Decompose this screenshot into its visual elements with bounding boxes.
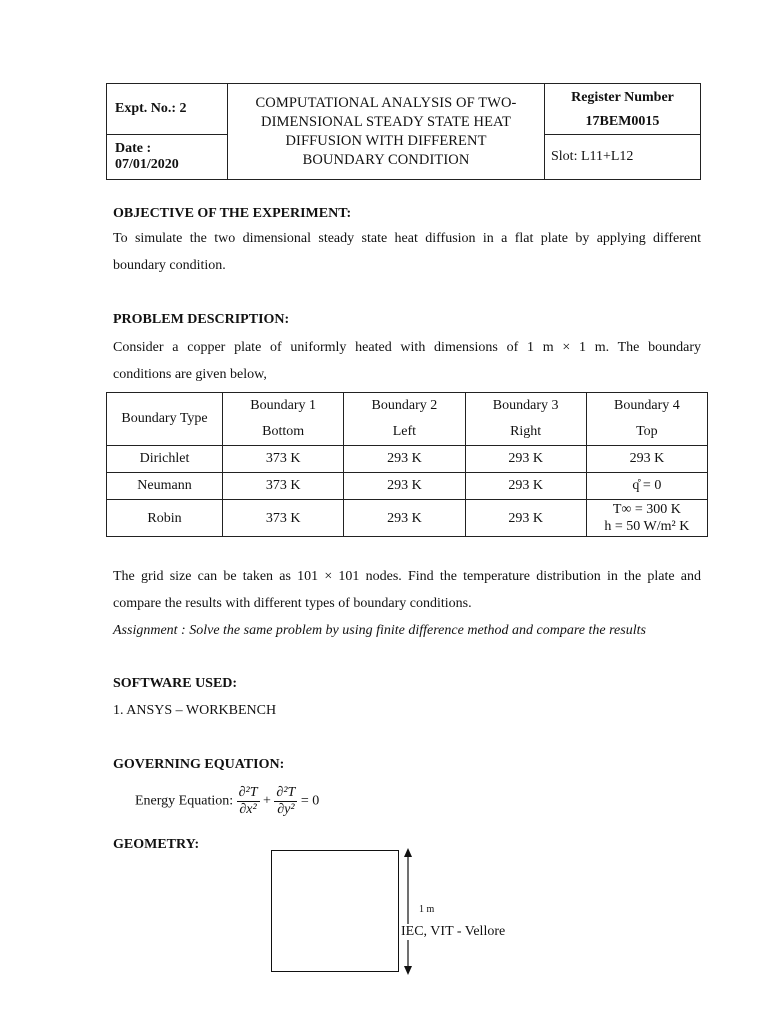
table-cell: 293 K [344, 500, 465, 537]
column-name: Boundary 4 [614, 398, 680, 413]
row-type: Robin [107, 500, 223, 537]
objective-text [113, 225, 701, 279]
column-name: Boundary 1 [250, 398, 316, 413]
grid-line-1: The grid size can be taken as 101 × 101 nodes. Find the temperature distribution in the plate and [113, 569, 701, 584]
header-table [106, 83, 701, 180]
plate-square [271, 850, 399, 972]
boundary-conditions-table [106, 392, 708, 537]
expt-number: Expt. No.: 2 [115, 101, 187, 116]
boundary-3-header [465, 393, 586, 446]
table-cell: 293 K [586, 446, 707, 473]
problem-text [113, 334, 701, 388]
fraction-numerator: ∂²T [238, 785, 258, 800]
objective-heading: OBJECTIVE OF THE EXPERIMENT: [113, 206, 352, 221]
table-cell: 373 K [223, 500, 344, 537]
row-type: Neumann [107, 473, 223, 500]
register-cell [545, 84, 701, 135]
title-line-1: COMPUTATIONAL ANALYSIS OF TWO- [255, 94, 517, 111]
equation-label: Energy Equation: [135, 793, 234, 809]
table-cell: q̊ = 0 [586, 473, 707, 500]
date-value: 07/01/2020 [115, 157, 179, 172]
software-item: 1. ANSYS – WORKBENCH [113, 703, 277, 718]
objective-line-1: To simulate the two dimensional steady state heat diffusion in a flat plate by applying different [113, 231, 701, 246]
slot-value: Slot: L11+L12 [551, 149, 634, 164]
register-label: Register Number [571, 90, 674, 105]
column-side: Right [510, 424, 542, 439]
table-cell: 293 K [344, 473, 465, 500]
dimension-label: 1 m [419, 904, 435, 915]
table-row [107, 473, 708, 500]
register-value: 17BEM0015 [585, 114, 660, 129]
equation-rhs: = 0 [300, 793, 320, 809]
page-footer: IEC, VIT - Vellore [401, 924, 506, 939]
heat-transfer-coefficient: h = 50 W/m² K [604, 519, 690, 534]
fraction-denominator: ∂x² [239, 802, 257, 817]
title-line-2: DIMENSIONAL STEADY STATE HEAT [261, 113, 511, 130]
row-type: Dirichlet [107, 446, 223, 473]
ambient-temperature: T∞ = 300 K [612, 502, 681, 517]
governing-heading: GOVERNING EQUATION: [113, 757, 285, 772]
fraction-numerator: ∂²T [276, 785, 296, 800]
table-header-row [107, 393, 708, 446]
energy-equation [135, 785, 319, 818]
table-cell: 293 K [465, 473, 586, 500]
table-cell: 373 K [223, 446, 344, 473]
fraction-d2t-dy2 [274, 785, 297, 818]
fraction-denominator: ∂y² [277, 802, 295, 817]
table-row [107, 446, 708, 473]
plus-sign: + [263, 793, 271, 809]
software-heading: SOFTWARE USED: [113, 676, 238, 691]
title-line-4: BOUNDARY CONDITION [302, 151, 470, 168]
problem-line-1: Consider a copper plate of uniformly heated with dimensions of 1 m × 1 m. The boundary [113, 340, 701, 355]
experiment-title-cell [228, 84, 545, 180]
column-side: Top [636, 424, 658, 439]
problem-heading: PROBLEM DESCRIPTION: [113, 312, 290, 327]
table-cell: 293 K [344, 446, 465, 473]
column-side: Bottom [262, 424, 305, 439]
boundary-4-header [586, 393, 707, 446]
column-name: Boundary 3 [492, 398, 559, 413]
date-label: Date : [115, 141, 152, 156]
assignment-text: Assignment : Solve the same problem by using finite difference method and compare the results [113, 623, 646, 638]
expt-number-cell [107, 84, 228, 135]
boundary-type-header: Boundary Type [107, 393, 223, 446]
dimension-arrow [401, 848, 415, 975]
grid-line-2: compare the results with different types of boundary conditions. [113, 596, 472, 611]
table-cell: 293 K [465, 500, 586, 537]
table-row [107, 500, 708, 537]
table-cell: 293 K [465, 446, 586, 473]
slot-cell [545, 135, 701, 180]
date-cell [107, 135, 228, 180]
column-side: Left [392, 424, 417, 439]
boundary-1-header [223, 393, 344, 446]
grid-text [113, 563, 701, 644]
fraction-d2t-dx2 [237, 785, 260, 818]
geometry-heading: GEOMETRY: [113, 837, 200, 852]
problem-line-2: conditions are given below, [113, 367, 267, 382]
objective-line-2: boundary condition. [113, 258, 226, 273]
title-line-3: DIFFUSION WITH DIFFERENT [285, 132, 487, 149]
column-name: Boundary 2 [371, 398, 438, 413]
robin-top-cell [586, 500, 707, 537]
boundary-2-header [344, 393, 465, 446]
table-cell: 373 K [223, 473, 344, 500]
